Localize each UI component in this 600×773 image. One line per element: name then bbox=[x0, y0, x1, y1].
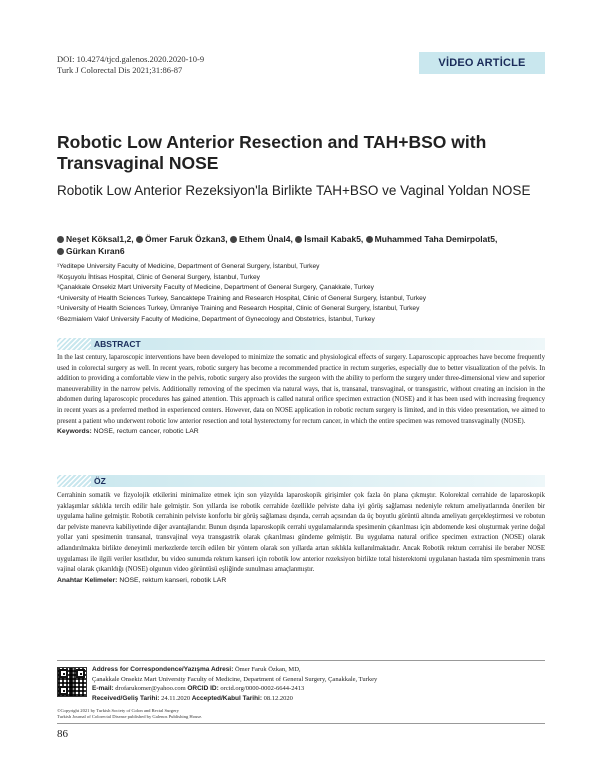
dates-line bbox=[92, 694, 552, 704]
copyright-notice bbox=[57, 708, 545, 721]
article-type-badge bbox=[419, 52, 545, 74]
accepted-date: 08.12.2020 bbox=[263, 694, 293, 702]
orcid-label: ORCID ID: bbox=[187, 685, 219, 693]
footer-divider bbox=[57, 660, 545, 661]
author-entry[interactable] bbox=[230, 234, 293, 244]
oz-body bbox=[57, 491, 545, 586]
oz-paragraph: Cerrahinin somatik ve fizyolojik etkilerini minimalize etmek için son yüzyılda laparoskopik girişimler çok fazla ön plana çıkmıştır. Kolorektal cerrahide de laparoskopik yaklaşımlar sıklıkla tercih edilir hale gelmiştir. Son yıllarda ise robotik cerrahide özellikle pelviste daha iyi görüş sağlaması nedeniyle rektum ameliyatlarında önerilen bir uygulama haline gelmiştir. Robotik cerrahinin pelviste konforlu bir görüş sağlaması dışında, cerrah açısından da üç boyutlu görüntü altında ameliyatı gerçekleştirmesi ve robotun dar pelviste manevra kabiliyetinde diğer avantajlarıdır. Bunun dışında laparoskopik cerrahi uygulamalarında spesimenin çıkarılması için abdomende kesi oluşturmak yerine doğal yollar yani spesimenin transanal, transvajinal veya transgastrik olarak çıkarılması gündeme gelmiştir. Bu uygulama natural orifice specimen extraction (NOSE) olarak adlandırılmakta birlikte deneyimli merkezlerde tercih edilen bir yöntem olarak son yıllarda artan sıklıkla kullanılmaktadır. Ancak Robotik rektum cerrahisi ile beraber NOSE uygulaması ile ilgili veriler kısıtlıdur, bu video sunumda rektum kanseri için robotik low anterior rezeksiyon birlikte total histerektomi uygulanan hastada tüm spesmimenin trans vajinal olarak çıkarıldığı (NOSE) olgunun video görüntüsü eşliğinde sunulması amaçlanmıştır. bbox=[57, 492, 545, 574]
article-type-label: VİDEO ARTİCLE bbox=[438, 57, 526, 69]
qr-finder-pattern bbox=[59, 686, 68, 695]
journal-reference: Turk J Colorectal Dis 2021;31:86-87 bbox=[57, 65, 183, 75]
citation-block bbox=[57, 54, 204, 76]
orcid-icon[interactable] bbox=[230, 236, 237, 243]
author-name: İsmail Kabak5, bbox=[304, 234, 364, 244]
correspondence-line bbox=[92, 665, 552, 675]
anahtar-kelimeler-value: NOSE, rektum kanseri, robotik LAR bbox=[119, 576, 227, 584]
keywords-label: Keywords: bbox=[57, 428, 92, 436]
orcid-icon[interactable] bbox=[57, 248, 64, 255]
oz-heading-bar bbox=[57, 475, 545, 487]
author-entry[interactable] bbox=[366, 234, 498, 244]
oz-keywords bbox=[57, 577, 226, 584]
author-name: Ömer Faruk Özkan3, bbox=[144, 234, 228, 244]
orcid-icon[interactable] bbox=[295, 236, 302, 243]
author-list bbox=[57, 233, 545, 257]
author-name: Ethem Ünal4, bbox=[239, 234, 293, 244]
page-header bbox=[57, 40, 545, 80]
author-name: Neşet Köksal1,2, bbox=[66, 234, 134, 244]
affiliation-item: ²Koşuyolu İhtisas Hospital, Clinic of General Surgery, İstanbul, Turkey bbox=[57, 273, 260, 281]
heading-stripe-decoration bbox=[57, 475, 91, 487]
abstract-keywords bbox=[57, 428, 199, 435]
email-label: E-mail: bbox=[92, 685, 114, 693]
abstract-paragraph: In the last century, laparoscopic interventions have been developed to minimize the somatic and physiological effects of surgery. Laparoscopic approaches have become frequently used in colorectal surgery as well. In recent years, robotic surgery has become a recommended practice in rectum surgeries, especially due to better visualization of the pelvis. In addition to providing a comfortable view in the pelvis, robotic surgery also provides the surgeon with the ability to perform the surgery under three-dimensional view and superior maneuverability in the narrow pelvis. Additionally removing of the specimen via natural ways, that is, transanal, transvaginal, or transgastric, without creating an incision in the abdomen during laparoscopic procedures has gained attention. This approach is called natural orifice specimen extraction (NOSE) and it has been used with increasing frequency in recent years as a preferred method in experienced centers. However, data on NOSE application in robotic rectum surgery is limited, and in this video presentation, we aimed to present a patient who underwent robotic low anterior resection and total hysterectomy for rectum cancer, in which the entire specimen was removed transvaginally (NOSE). bbox=[57, 354, 545, 425]
copyright-line: ©Copyright 2021 by Turkish Society of Colon and Rectal Surgery bbox=[57, 708, 179, 713]
author-name: Muhammed Taha Demirpolat5, bbox=[374, 234, 498, 244]
correspondence-name: Ömer Faruk Özkan, MD, bbox=[234, 666, 301, 673]
author-entry[interactable] bbox=[57, 234, 134, 244]
author-name: Gürkan Kıran6 bbox=[66, 246, 125, 256]
qr-finder-pattern bbox=[59, 669, 68, 678]
doi-text[interactable]: DOI: 10.4274/tjcd.galenos.2020.2020-10-9 bbox=[57, 54, 205, 64]
author-entry[interactable] bbox=[295, 234, 363, 244]
qr-code-icon[interactable] bbox=[57, 667, 87, 697]
orcid-link[interactable]: orcid.org/0000-0002-6644-2413 bbox=[220, 685, 305, 693]
abstract-body bbox=[57, 353, 545, 438]
affiliation-item: ⁵University of Health Sciences Turkey, Ümraniye Training and Research Hospital, Clinic of General Surgery, İstanbul, Turkey bbox=[57, 305, 420, 312]
article-subtitle: Robotik Low Anterior Rezeksiyon'la Birlikte TAH+BSO ve Vaginal Yoldan NOSE bbox=[57, 183, 531, 198]
page-bottom-divider bbox=[57, 723, 545, 724]
anahtar-kelimeler-label: Anahtar Kelimeler: bbox=[57, 576, 118, 584]
correspondence-block bbox=[92, 665, 552, 703]
page-number: 86 bbox=[57, 728, 68, 740]
correspondence-label: Address for Correspondence/Yazışma Adresi: bbox=[92, 666, 234, 673]
keywords-value: NOSE, rectum cancer, robotic LAR bbox=[93, 428, 199, 436]
affiliation-item: ¹Yeditepe University Faculty of Medicine, Department of General Surgery, İstanbul, Turkey bbox=[57, 263, 320, 270]
received-label: Received/Geliş Tarihi: bbox=[92, 694, 160, 702]
received-date: 24.11.2020 bbox=[161, 694, 191, 702]
qr-finder-pattern bbox=[76, 669, 85, 678]
author-entry[interactable] bbox=[57, 246, 125, 256]
affiliation-item: ³Çanakkale Onsekiz Mart University Faculty of Medicine, Department of General Surgery, Çanakkale, Turkey bbox=[57, 284, 374, 291]
affiliation-item: ⁶Bezmialem Vakıf University Faculty of Medicine, Department of Gynecology and Obstetrics, İstanbul, Turkey bbox=[57, 315, 375, 323]
email-link[interactable]: drofarukomer@yahoo.com bbox=[115, 685, 186, 693]
publisher-line: Turkish Journal of Colorectal Disease published by Galenos Publishing House. bbox=[57, 714, 203, 720]
orcid-icon[interactable] bbox=[136, 236, 143, 243]
abstract-heading-bar bbox=[57, 338, 545, 350]
oz-heading: ÖZ bbox=[94, 476, 106, 486]
abstract-heading: ABSTRACT bbox=[94, 339, 141, 349]
orcid-icon[interactable] bbox=[57, 236, 64, 243]
orcid-icon[interactable] bbox=[366, 236, 373, 243]
affiliation-list bbox=[57, 262, 545, 325]
heading-stripe-decoration bbox=[57, 338, 91, 350]
accepted-label: Accepted/Kabul Tarihi: bbox=[191, 694, 263, 702]
article-title: Robotic Low Anterior Resection and TAH+BSO with Transvaginal NOSE bbox=[57, 132, 487, 173]
author-entry[interactable] bbox=[136, 234, 228, 244]
contact-line bbox=[92, 684, 552, 694]
correspondence-address: Çanakkale Onsekiz Mart University Faculty of Medicine, Department of General Surgery, Çanakkale, Turkey bbox=[92, 675, 378, 683]
affiliation-item: ⁴University of Health Sciences Turkey, Sancaktepe Training and Research Hospital, Clinic of General Surgery, İstanbul, Turkey bbox=[57, 294, 427, 302]
